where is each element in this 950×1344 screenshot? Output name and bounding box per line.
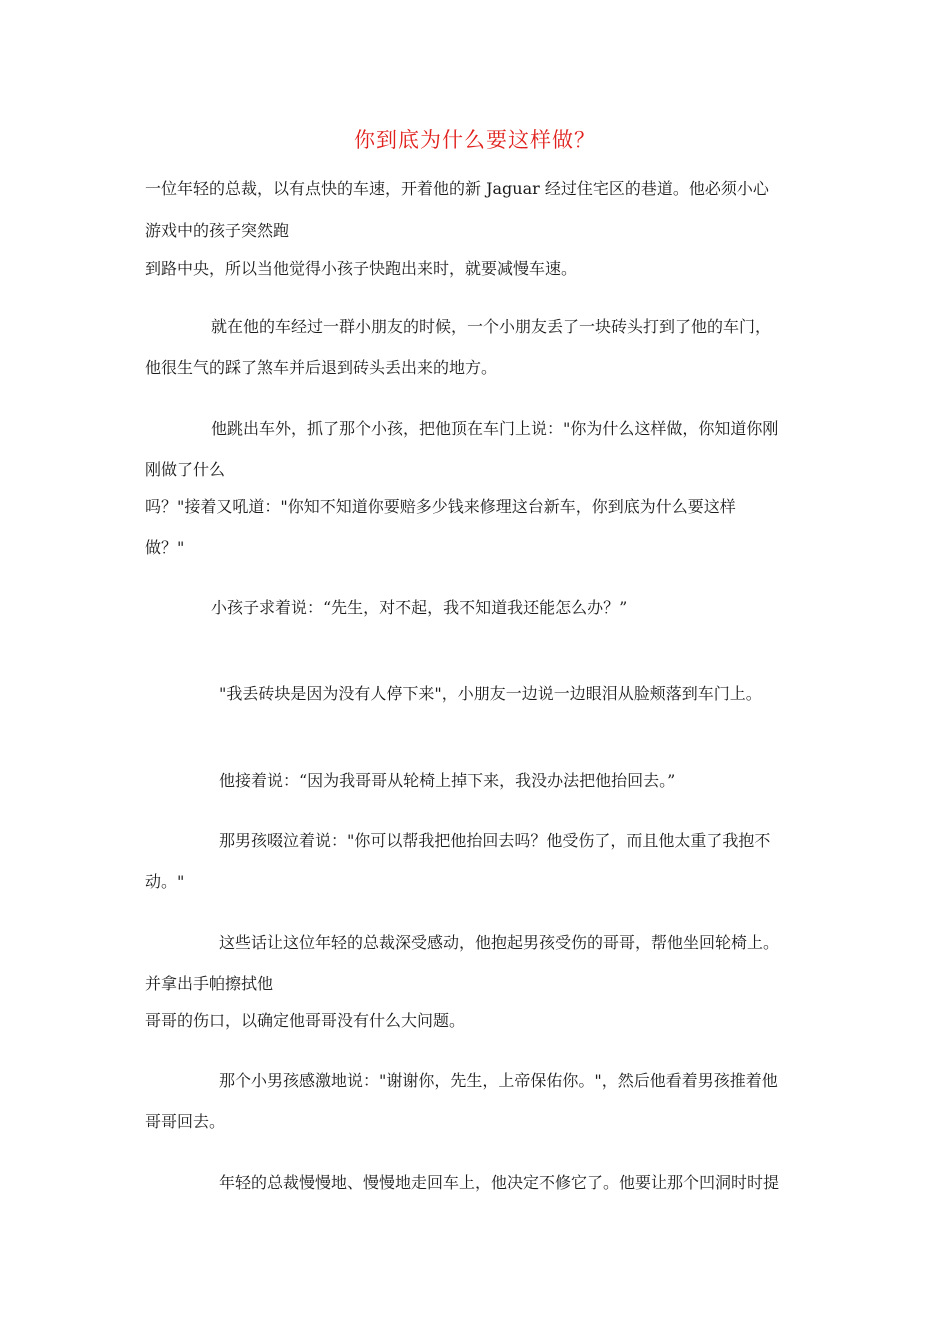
paragraph-line: 那男孩啜泣着说："你可以帮我把他抬回去吗？他受伤了，而且他太重了我抱不 <box>219 831 771 850</box>
paragraph-line: 他很生气的踩了煞车并后退到砖头丢出来的地方。 <box>145 358 498 377</box>
paragraph-line: 动。" <box>145 872 185 891</box>
paragraph-line: 哥哥回去。 <box>145 1112 226 1131</box>
paragraph-line: 那个小男孩感激地说："谢谢你，先生，上帝保佑你。"，然后他看着男孩推着他 <box>219 1071 778 1090</box>
paragraph-line: 到路中央，所以当他觉得小孩子快跑出来时，就要减慢车速。 <box>145 259 578 278</box>
paragraph-line: 一位年轻的总裁，以有点快的车速，开着他的新 Jaguar 经过住宅区的巷道。他必须小心 <box>145 179 769 198</box>
paragraph-line: 就在他的车经过一群小朋友的时候，一个小朋友丢了一块砖头打到了他的车门， <box>211 317 772 336</box>
paragraph-line: "我丢砖块是因为没有人停下来"，小朋友一边说一边眼泪从脸颊落到车门上。 <box>219 684 762 703</box>
paragraph-line: 刚做了什么 <box>145 460 226 479</box>
paragraph-line: 小孩子求着说：“先生，对不起，我不知道我还能怎么办？” <box>211 598 628 617</box>
paragraph-line: 游戏中的孩子突然跑 <box>145 221 290 240</box>
paragraph-line: 他接着说：“因为我哥哥从轮椅上掉下来，我没办法把他抬回去。” <box>219 771 676 790</box>
paragraph-line: 他跳出车外，抓了那个小孩，把他顶在车门上说："你为什么这样做，你知道你刚 <box>211 419 779 438</box>
document-title: 你到底为什么要这样做？ <box>354 128 596 152</box>
paragraph-line: 做？" <box>145 538 185 557</box>
paragraph-line: 这些话让这位年轻的总裁深受感动，他抱起男孩受伤的哥哥，帮他坐回轮椅上。 <box>219 933 780 952</box>
paragraph-line: 哥哥的伤口，以确定他哥哥没有什么大问题。 <box>145 1011 466 1030</box>
paragraph-line: 吗？"接着又吼道："你知不知道你要赔多少钱来修理这台新车，你到底为什么要这样 <box>145 497 736 516</box>
paragraph-line: 并拿出手帕擦拭他 <box>145 974 274 993</box>
paragraph-line: 年轻的总裁慢慢地、慢慢地走回车上，他决定不修它了。他要让那个凹洞时时提 <box>219 1173 780 1192</box>
